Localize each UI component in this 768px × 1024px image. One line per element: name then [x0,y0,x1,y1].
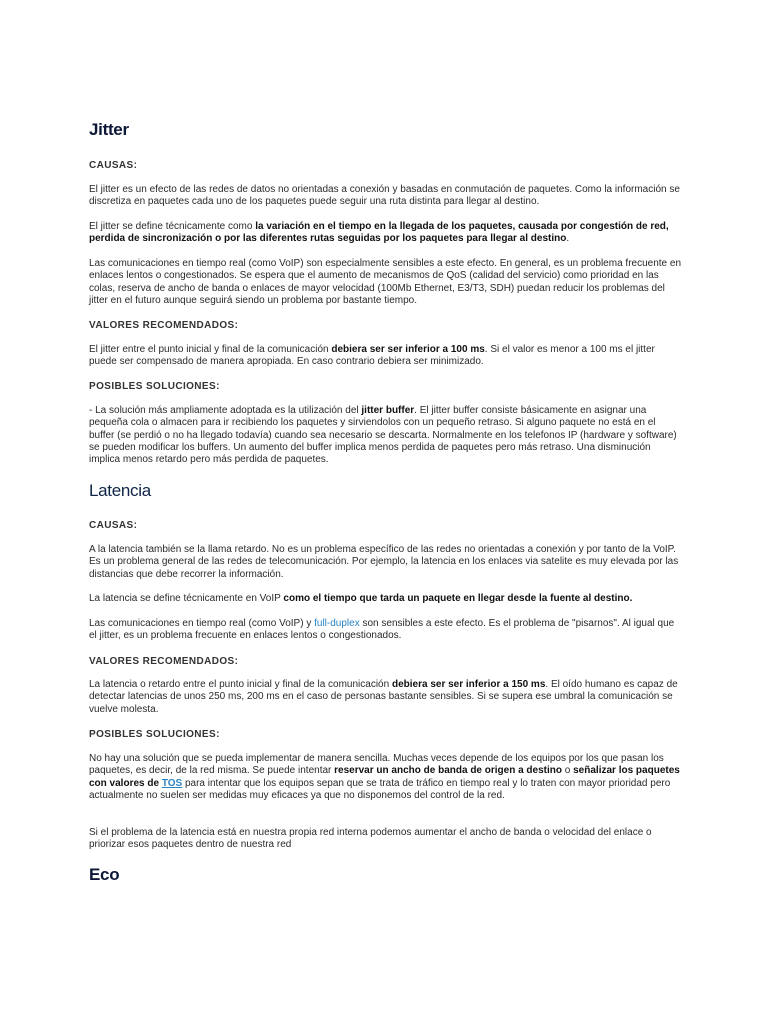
jitter-buffer-bold: jitter buffer [361,405,415,416]
jitter-causas-label: CAUSAS: [89,160,138,171]
text-run: o [562,765,574,777]
signal-packets-bold: señalizar los paquetes con valores de [89,765,680,789]
full-duplex-link[interactable]: full-duplex [314,618,360,629]
latencia-paragraph-5 [89,753,681,802]
reserve-bandwidth-bold: reservar un ancho de banda de origen a destino [334,765,562,777]
text-run: El jitter entre el punto inicial y final de la comunicación [89,344,332,355]
text-run: . El jitter buffer consiste básicamente en asignar una pequeña cola o almacen para ir recibiendo los paquetes y sirviendolos con un pequeño retraso. Si alguno paquete no está en el buffer (se perdió o no ha llegado todavía) cuando sea necesario se descarta. Normalmente en los telefonos IP (hardware y software) se pueden modificar los buffers. Un aumento del buffer implica menos perdida de paquetes pero más retraso. Una disminución implica menos retardo pero más perdida de paquetes. [89,405,677,466]
jitter-paragraph-5 [89,405,681,466]
latencia-valores-label: VALORES RECOMENDADOS: [89,656,239,667]
latencia-causas-label: CAUSAS: [89,520,138,531]
text-run: La latencia o retardo entre el punto inicial y final de la comunicación [89,679,392,690]
text-run: No hay una solución que se pueda implementar de manera sencilla. Muchas veces depende de los equipos por los que pasan los paquetes, es decir, de la red misma. Se puede intentar [89,753,664,777]
text-run: . El oído humano es capaz de detectar latencias de unos 250 ms, 200 ms en el caso de personas bastante sensibles. Si se supera ese umbral la comunicación se vuelve molesta. [89,679,678,715]
latencia-paragraph-1: A la latencia también se la llama retardo. No es un problema específico de las redes no orientadas a conexión y por tanto de la VoIP. Es un problema general de las redes de telecomunicación. Por ejemplo, la latencia en los enlaces via satelite es muy elevada por las distancias que debe recorrer la información. [89,544,679,580]
text-run: Las comunicaciones en tiempo real (como VoIP) y [89,618,315,629]
tos-link[interactable]: TOS [161,777,183,789]
jitter-paragraph-2 [89,221,681,246]
text-run: son sensibles a este efecto. Es el problema de "pisarnos". Al igual que el jitter, es un problema frecuente en enlaces lentos o congestionados. [89,618,675,642]
jitter-soluciones-label: POSIBLES SOLUCIONES: [89,381,220,392]
text-run: El jitter se define técnicamente como [89,221,256,232]
definition-bold: como el tiempo que tarda un paquete en llegar desde la fuente al destino. [283,593,633,604]
text-run: La latencia se define técnicamente en VoIP [89,593,284,604]
section-title-jitter: Jitter [89,120,129,139]
jitter-paragraph-3: Las comunicaciones en tiempo real (como VoIP) son especialmente sensibles a este efecto. En general, es un problema frecuente en enlaces lentos o congestionados. Se espera que el aumento de mecanismos de QoS (calidad del servicio) como prioridad en las colas, reserva de ancho de banda o enlaces de mayor velocidad (100Mb Ethernet, E3/T3, SDH) puedan reducir los problemas del jitter en el futuro aunque seguirá siendo un problema por bastante tiempo. [89,258,682,306]
jitter-paragraph-1: El jitter es un efecto de las redes de datos no orientadas a conexión y basadas en conmutación de paquetes. Como la información se discretiza en paquetes cada uno de los paquetes puede seguir una ruta distinta para llegar al destino. [89,184,680,208]
latencia-paragraph-2 [89,593,681,605]
section-title-eco: Eco [89,865,120,884]
section-title-latencia: Latencia [89,481,151,500]
text-run: para intentar que los equipos sepan que se trata de tráfico en tiempo real y lo traten con mayor prioridad pero actualmente no suelen ser medidas muy eficaces ya que no disponemos del control de la red. [89,777,671,801]
value-bold: debiera ser ser inferior a 100 ms [331,344,485,355]
text-run: - La solución más ampliamente adoptada es la utilización del [89,405,362,416]
text-run: . [566,233,570,245]
value-bold: debiera ser ser inferior a 150 ms [391,679,546,690]
latencia-paragraph-6: Si el problema de la latencia está en nuestra propia red interna podemos aumentar el ancho de banda o velocidad del enlace o priorizar esos paquetes dentro de nuestra red [89,827,652,851]
jitter-paragraph-4 [89,344,681,369]
definition-bold: la variación en el tiempo en la llegada de los paquetes, causada por congestión de red, perdida de sincronización o por las diferentes rutas seguidas por los paquetes para llegar al destino [89,221,669,245]
latencia-soluciones-label: POSIBLES SOLUCIONES: [89,729,220,740]
jitter-valores-label: VALORES RECOMENDADOS: [89,320,239,331]
text-run: . Si el valor es menor a 100 ms el jitter puede ser compensado de manera apropiada. En caso contrario debiera ser minimizado. [89,344,655,368]
latencia-paragraph-3 [89,618,681,643]
latencia-paragraph-4 [89,679,681,716]
